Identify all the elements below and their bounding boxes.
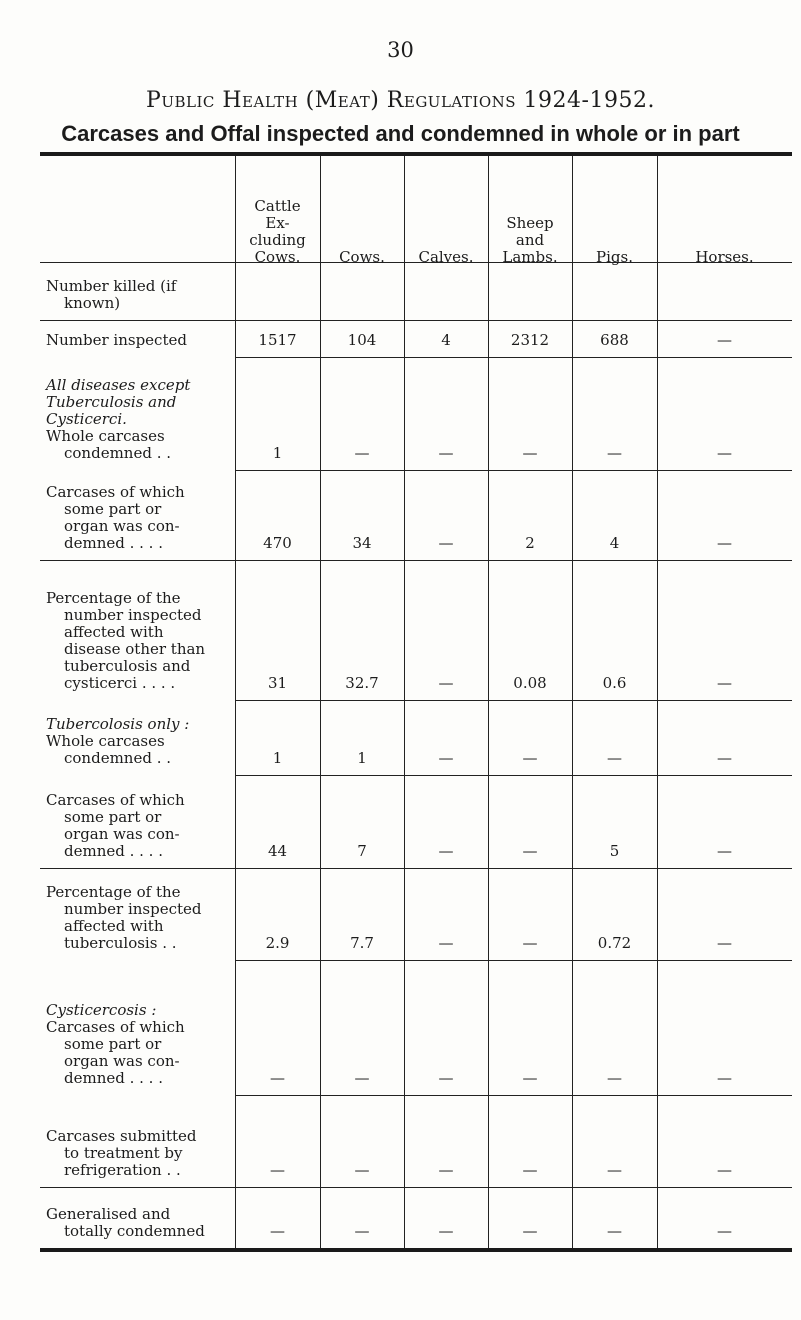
table-cell: — (522, 1069, 538, 1087)
row-label-line: demned . . . . (64, 534, 163, 552)
row-label-line: number inspected (64, 900, 202, 918)
table-cell: 0.08 (513, 674, 547, 692)
row-label (46, 1206, 229, 1240)
row-label-line: some part or (64, 808, 162, 826)
row-label-line: condemned . . (64, 749, 172, 767)
table-cell: — (438, 1222, 454, 1240)
row-label-line: Generalised and (46, 1205, 171, 1223)
row-label-line: Number inspected (46, 331, 187, 349)
table-cell: — (354, 1222, 370, 1240)
table-cell: — (438, 444, 454, 462)
table-cell: — (522, 934, 538, 952)
row-label-line: tuberculosis and (64, 657, 191, 675)
table-cell: 34 (352, 534, 372, 552)
column-header (488, 170, 572, 266)
row-divider (40, 560, 792, 561)
row-divider (235, 775, 792, 776)
row-label-line: organ was con- (64, 825, 180, 843)
bottom-rule (40, 1248, 792, 1252)
row-label-line: number inspected (64, 606, 202, 624)
table-cell: 2312 (510, 331, 550, 349)
table-cell: — (438, 1069, 454, 1087)
table-cell: — (522, 444, 538, 462)
row-label-line: organ was con- (64, 1052, 180, 1070)
table-cell: 688 (600, 331, 629, 349)
row-divider (235, 700, 792, 701)
column-header (404, 170, 488, 266)
table-cell: — (717, 1222, 732, 1240)
table-cell: — (270, 1161, 285, 1179)
row-label-line: disease other than (64, 640, 206, 658)
row-label (46, 278, 229, 312)
table-cell: 0.72 (597, 934, 632, 952)
row-label-line: Cysticerci. (46, 410, 127, 428)
row-label (46, 1128, 229, 1179)
row-divider (235, 1095, 792, 1096)
table-cell: 1 (357, 749, 367, 767)
column-header-line: Horses. (695, 248, 754, 266)
row-divider (40, 1187, 792, 1188)
column-header-line: Calves. (418, 248, 474, 266)
column-header-line: Cattle (254, 197, 301, 215)
page-title: Public Health (Meat) Regulations 1924-1952. (146, 88, 655, 113)
row-label (46, 332, 229, 349)
row-label (46, 792, 229, 860)
column-header-line: cluding (249, 231, 306, 249)
row-label-line: to treatment by (64, 1144, 183, 1162)
row-label (46, 377, 229, 462)
table-cell: — (717, 842, 732, 860)
table-cell: — (438, 934, 454, 952)
row-divider (235, 357, 792, 358)
row-label-line: Cysticercosis : (46, 1001, 157, 1019)
table-cell: — (607, 749, 622, 767)
row-label-line: some part or (64, 1035, 162, 1053)
row-label-line: refrigeration . . (64, 1161, 181, 1179)
table-cell: — (438, 534, 454, 552)
row-divider (235, 470, 792, 471)
table-cell: — (717, 1161, 732, 1179)
table-cell: 2 (525, 534, 535, 552)
table-cell: — (607, 1222, 622, 1240)
row-label-line: Carcases of which (46, 483, 185, 501)
row-label-line: tuberculosis . . (64, 934, 177, 952)
table-cell: 5 (609, 842, 620, 860)
table-cell: — (522, 1161, 538, 1179)
table-cell: — (438, 749, 454, 767)
row-label-line: Carcases of which (46, 791, 185, 809)
row-label-line: totally condemned (64, 1222, 205, 1240)
table-cell: — (270, 1222, 285, 1240)
row-label (46, 1002, 229, 1087)
table-cell: 31 (267, 674, 288, 692)
table-cell: 0.6 (602, 674, 627, 692)
table-cell: — (354, 1069, 370, 1087)
table-cell: — (354, 444, 370, 462)
row-label (46, 716, 229, 767)
table-cell: — (717, 749, 732, 767)
table-cell: — (717, 331, 732, 349)
table-cell: 104 (347, 331, 377, 349)
table-cell: — (717, 674, 732, 692)
row-label-line: Percentage of the (46, 883, 181, 901)
table-cell: 4 (441, 331, 451, 349)
row-label-line: affected with (64, 623, 164, 641)
row-label-line: Whole carcases (46, 427, 165, 445)
table-cell: 470 (263, 534, 292, 552)
table-cell: — (522, 842, 538, 860)
row-label-line: Percentage of the (46, 589, 181, 607)
column-header-line: Ex- (265, 214, 290, 232)
column-header (572, 170, 657, 266)
table-cell: — (607, 1069, 622, 1087)
table-cell: 2.9 (265, 934, 290, 952)
column-header-line: Cows. (254, 248, 301, 266)
row-label-line: Tuberculosis and (46, 393, 177, 411)
row-label-line: All diseases except (46, 376, 191, 394)
row-label-line: demned . . . . (64, 842, 163, 860)
row-label-line: Carcases of which (46, 1018, 185, 1036)
column-header-line: Lambs. (502, 248, 558, 266)
column-header-line: Sheep (506, 214, 554, 232)
row-label-line: some part or (64, 500, 162, 518)
column-header-line: Cows. (339, 248, 385, 266)
row-label-line: Number killed (if (46, 277, 177, 295)
row-divider (40, 320, 792, 321)
table-cell: 44 (267, 842, 288, 860)
row-divider (235, 960, 792, 961)
column-header (657, 170, 792, 266)
column-header (235, 170, 320, 266)
column-header-line: and (515, 231, 545, 249)
row-label-line: condemned . . (64, 444, 172, 462)
inspection-table (40, 156, 792, 1248)
row-label (46, 484, 229, 552)
table-cell: — (607, 1161, 622, 1179)
table-cell: — (717, 1069, 732, 1087)
row-label-line: affected with (64, 917, 164, 935)
table-cell: 7 (357, 842, 367, 860)
table-cell: 1 (272, 749, 283, 767)
page-subtitle: Carcases and Offal inspected and condemned in whole or in part (61, 121, 740, 146)
row-divider (40, 868, 792, 869)
row-label-line: Whole carcases (46, 732, 165, 750)
row-label-line: Carcases submitted (46, 1127, 197, 1145)
table-cell: 1 (272, 444, 283, 462)
table-cell: — (354, 1161, 370, 1179)
row-label-line: known) (64, 294, 121, 312)
row-label (46, 590, 229, 692)
table-cell: 7.7 (350, 934, 374, 952)
table-cell: — (438, 674, 454, 692)
table-cell: 4 (609, 534, 620, 552)
table-cell: — (522, 749, 538, 767)
row-label-line: demned . . . . (64, 1069, 163, 1087)
table-cell: — (717, 934, 732, 952)
table-cell: — (607, 444, 622, 462)
column-header-line: Pigs. (596, 248, 633, 266)
table-cell: — (522, 1222, 538, 1240)
row-label-line: Tubercolosis only : (46, 715, 190, 733)
table-cell: 1517 (258, 331, 297, 349)
table-cell: — (438, 842, 454, 860)
column-header (320, 170, 404, 266)
table-cell: — (717, 534, 732, 552)
table-cell: 32.7 (345, 674, 379, 692)
row-label-line: organ was con- (64, 517, 180, 535)
table-cell: — (438, 1161, 454, 1179)
row-label-line: cysticerci . . . . (64, 674, 176, 692)
table-cell: — (270, 1069, 285, 1087)
row-label (46, 884, 229, 952)
table-cell: — (717, 444, 732, 462)
page-number: 30 (387, 38, 414, 62)
